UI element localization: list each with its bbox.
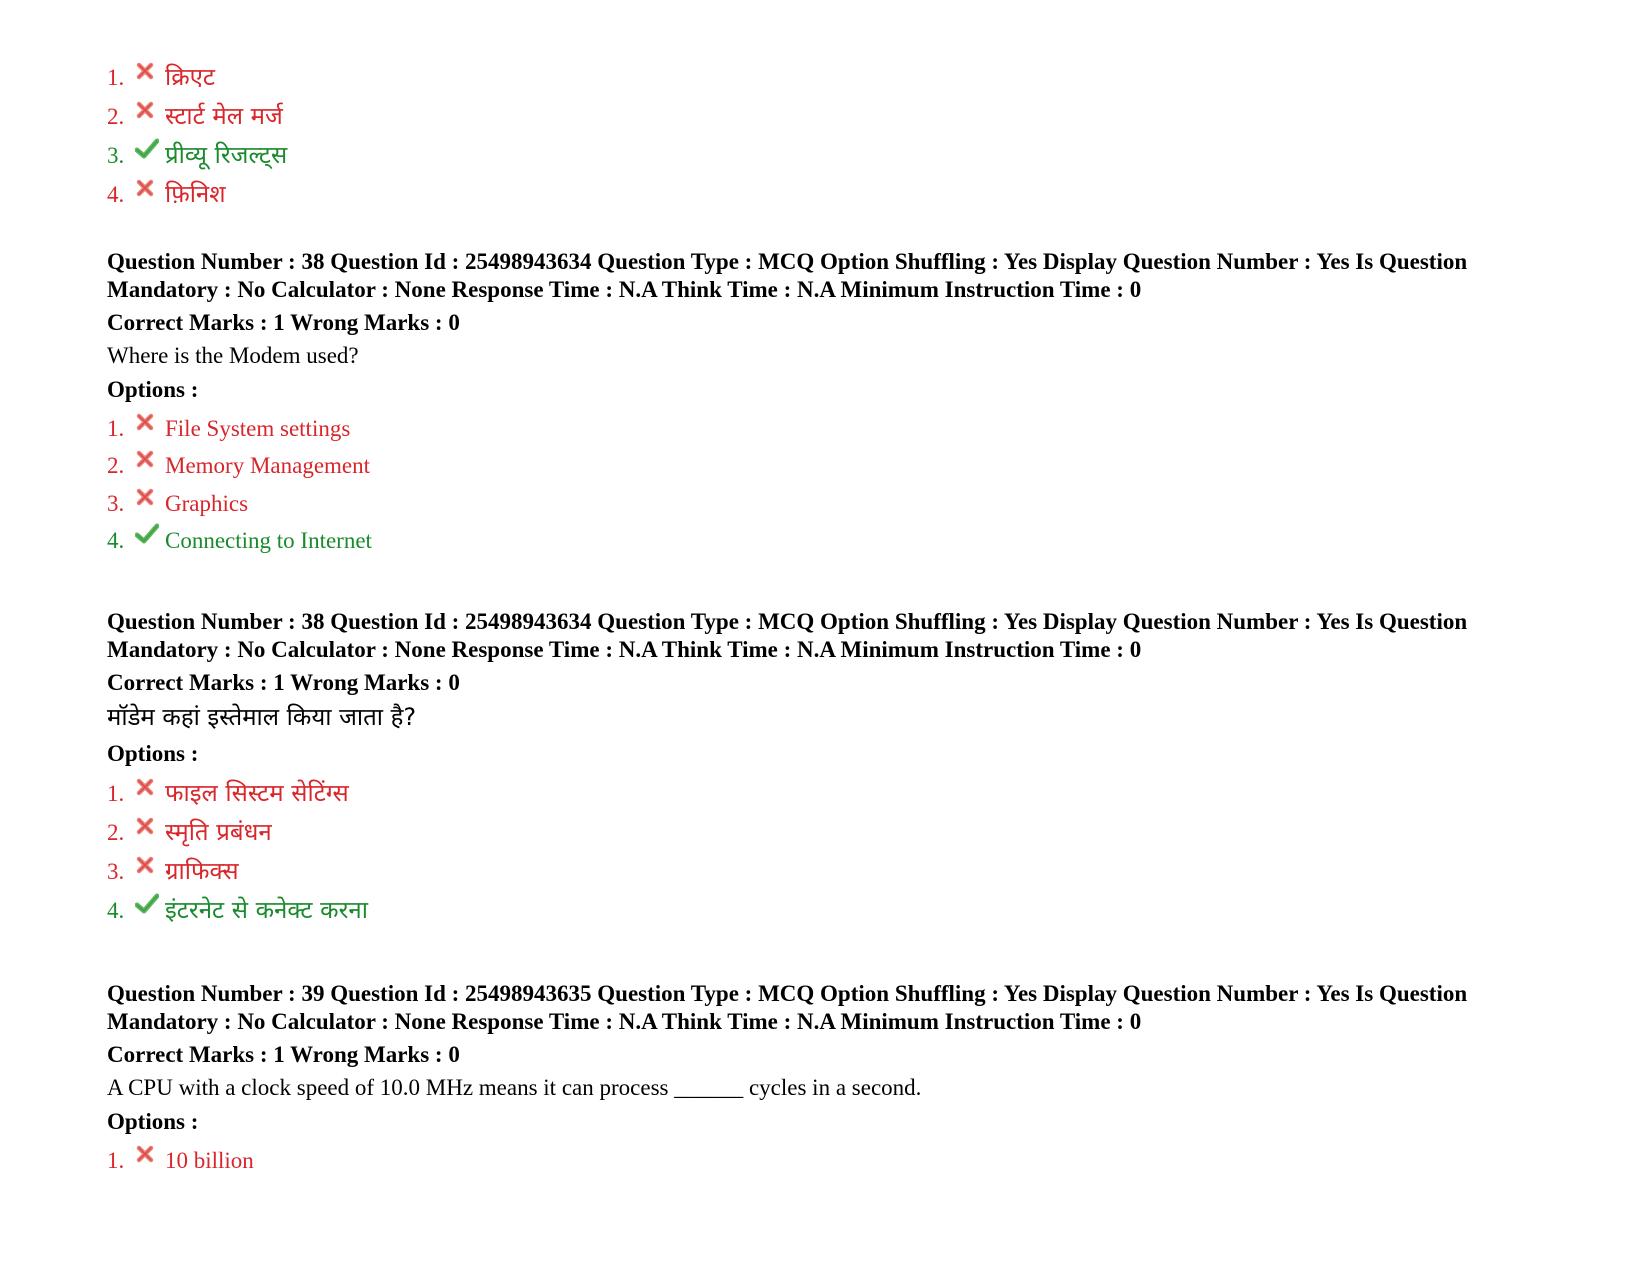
option-number: 2.: [107, 453, 125, 479]
cross-icon: [135, 448, 159, 472]
cross-icon: [135, 486, 159, 510]
option-text: इंटरनेट से कनेक्ट करना: [165, 896, 368, 925]
options-list: [107, 1142, 1547, 1180]
cross-icon: [135, 177, 159, 201]
cross-icon: [135, 776, 159, 800]
question-text: मॉडेम कहां इस्तेमाल किया जाता है?: [107, 703, 417, 731]
cross-icon: [135, 854, 159, 878]
question-marks: Correct Marks : 1 Wrong Marks : 0: [107, 310, 460, 335]
options-list: [107, 410, 1547, 560]
question-block: [107, 980, 1547, 1180]
option-item: [107, 891, 1547, 930]
option-item: [107, 485, 1547, 523]
option-text: फाइल सिस्टम सेटिंग्स: [165, 779, 349, 808]
check-icon: [135, 893, 159, 917]
cross-icon: [135, 60, 159, 84]
option-text: Memory Management: [165, 453, 371, 479]
option-number: 3.: [107, 858, 125, 884]
option-text: फ़िनिश: [165, 180, 226, 209]
check-icon: [135, 138, 159, 162]
option-item: [107, 136, 287, 175]
question-text: A CPU with a clock speed of 10.0 MHz means it can process ______ cycles in a second.: [107, 1075, 922, 1100]
question-block: [107, 248, 1547, 560]
option-item: [107, 774, 1547, 813]
option-item: [107, 97, 287, 136]
option-item: [107, 448, 1547, 486]
cross-icon: [135, 411, 159, 435]
option-text: प्रीव्यू रिजल्ट्स: [165, 141, 288, 170]
option-number: 1.: [107, 415, 125, 441]
option-number: 2.: [107, 819, 125, 845]
option-text: स्मृति प्रबंधन: [165, 818, 272, 847]
option-text: Graphics: [165, 490, 249, 516]
options-label: Options :: [107, 377, 199, 402]
option-number: 4.: [107, 528, 125, 554]
question-block-continued: [107, 58, 287, 214]
option-text: Connecting to Internet: [165, 528, 372, 554]
cross-icon: [135, 1143, 159, 1167]
option-item: [107, 58, 287, 97]
options-list: [107, 58, 287, 214]
option-item: [107, 523, 1547, 561]
question-text: Where is the Modem used?: [107, 343, 359, 368]
options-label: Options :: [107, 1109, 199, 1134]
question-meta: Question Number : 38 Question Id : 25498943634 Question Type : MCQ Option Shuffling : Yes Display Question Number : Yes Is Question Mandatory : No Calculator : None Response Time : N.A Think Time : N.A Minimum Instruction Time : 0: [107, 609, 1468, 662]
question-meta: Question Number : 38 Question Id : 25498943634 Question Type : MCQ Option Shuffling : Yes Display Question Number : Yes Is Question Mandatory : No Calculator : None Response Time : N.A Think Time : N.A Minimum Instruction Time : 0: [107, 249, 1468, 302]
option-text: ग्राफिक्स: [165, 857, 239, 886]
check-icon: [135, 523, 159, 547]
option-number: 1.: [107, 1147, 125, 1173]
option-number: 1.: [107, 780, 125, 806]
option-number: 3.: [107, 142, 125, 168]
options-label: Options :: [107, 741, 199, 766]
option-number: 1.: [107, 64, 125, 90]
option-number: 4.: [107, 181, 125, 207]
option-text: File System settings: [165, 415, 351, 441]
option-item: [107, 852, 1547, 891]
option-item: [107, 813, 1547, 852]
question-block: [107, 608, 1547, 930]
option-number: 4.: [107, 897, 125, 923]
cross-icon: [135, 815, 159, 839]
option-item: [107, 1142, 1547, 1180]
question-marks: Correct Marks : 1 Wrong Marks : 0: [107, 1042, 460, 1067]
options-list: [107, 774, 1547, 930]
option-item: [107, 410, 1547, 448]
option-text: 10 billion: [165, 1147, 254, 1173]
option-number: 3.: [107, 490, 125, 516]
option-text: स्टार्ट मेल मर्ज: [165, 102, 283, 131]
cross-icon: [135, 99, 159, 123]
option-number: 2.: [107, 103, 125, 129]
question-meta: Question Number : 39 Question Id : 25498943635 Question Type : MCQ Option Shuffling : Yes Display Question Number : Yes Is Question Mandatory : No Calculator : None Response Time : N.A Think Time : N.A Minimum Instruction Time : 0: [107, 981, 1468, 1034]
question-marks: Correct Marks : 1 Wrong Marks : 0: [107, 670, 460, 695]
option-item: [107, 175, 287, 214]
option-text: क्रिएट: [165, 63, 216, 92]
